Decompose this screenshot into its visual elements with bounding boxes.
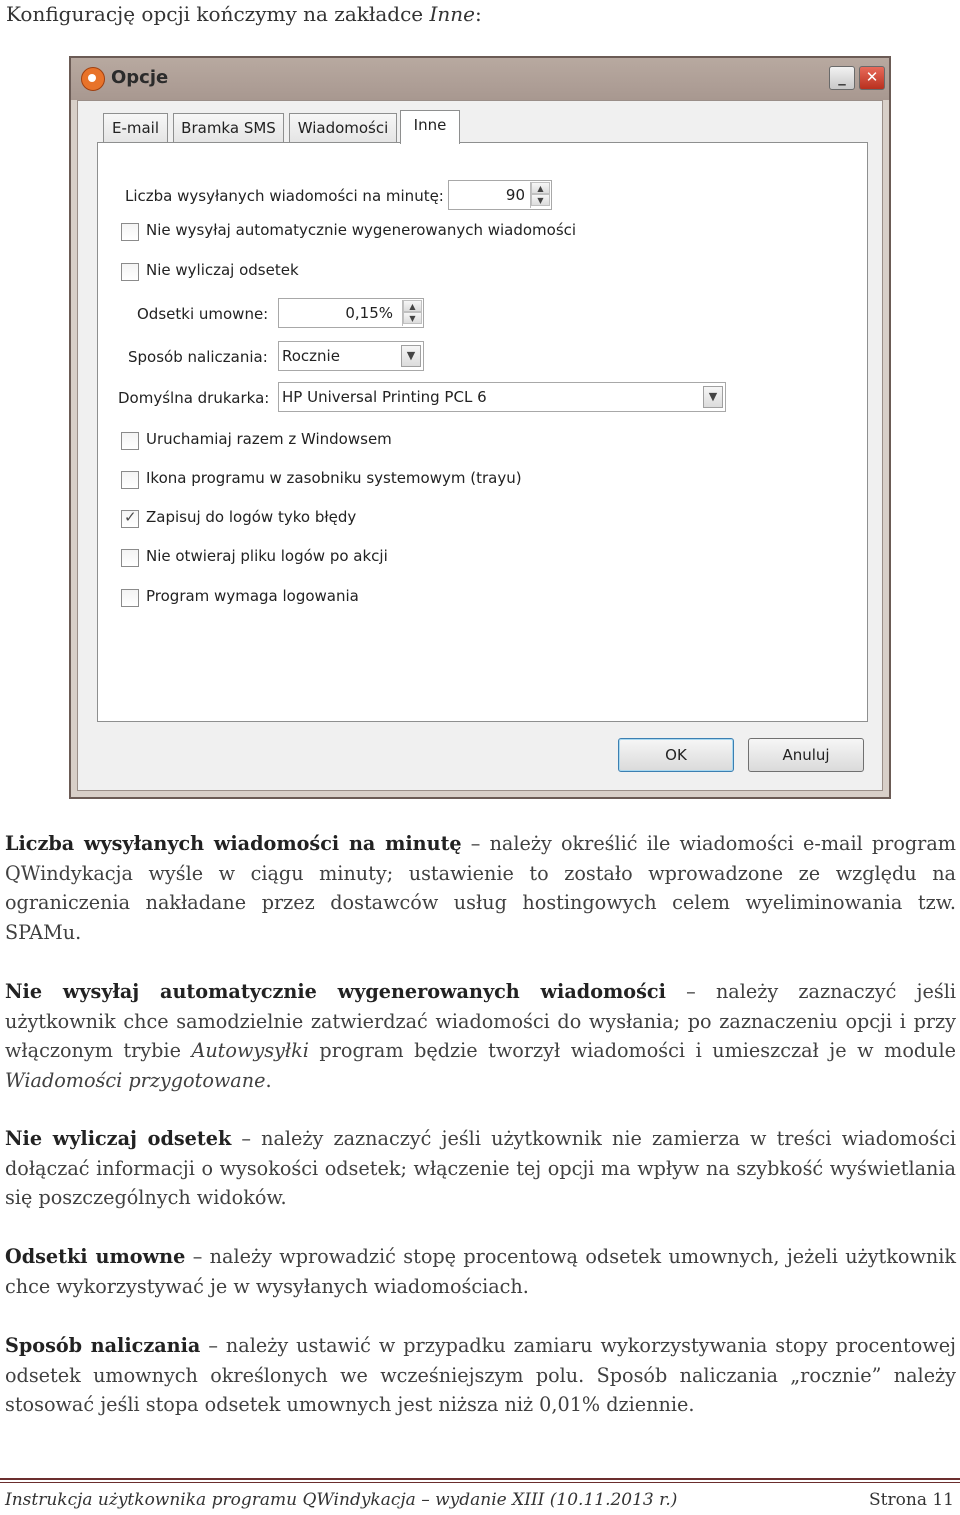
minimize-button[interactable]: _ [829,66,855,90]
no-interest-checkbox[interactable] [121,263,139,281]
spin-down-icon[interactable]: ▼ [531,194,550,206]
tab-email[interactable]: E-mail [103,113,168,143]
tab-messages[interactable]: Wiadomości [289,113,397,143]
footer-title: Instrukcja użytkownika programu QWindykacja – wydanie XIII (10.11.2013 r.) [5,1490,678,1510]
paragraph-messages-per-minute: Liczba wysyłanych wiadomości na minutę – należy określić ile wiadomości e-mail program QWindykacja wyśle w ciągu minuty; ustawienie to zostało wprowadzone ze względu na ograniczenia nakładane przez dostawców usług hostingowych celem wyeliminowania tzw. SPAMu. [5,832,956,944]
dialog-client [77,100,883,791]
paragraph-no-auto-send: Nie wysyłaj automatycznie wygenerowanych wiadomości – należy zaznaczyć jeśli użytkownik chce samodzielnie zatwierdzać wiadomości do wysłania; po zaznaczeniu opcji i przy włączonym trybie Autowysyłki program będzie tworzył wiadomości i umieszczał je w module Wiadomości przygotowane. [5,980,956,1092]
require-login-checkbox[interactable] [121,589,139,607]
ok-button[interactable]: OK [618,738,734,772]
spin-up-icon[interactable]: ▲ [531,182,550,194]
no-auto-send-label: Nie wysyłaj automatycznie wygenerowanych wiadomości [146,221,577,239]
chevron-down-icon[interactable]: ▼ [401,345,421,367]
app-icon [81,67,105,91]
spin-down-icon[interactable]: ▼ [403,312,422,324]
method-select[interactable]: Rocznie ▼ [278,341,424,371]
intro-text: Konfigurację opcji kończymy na zakładce Inne: [6,2,482,26]
tab-panel-other [97,142,868,722]
spin-up-icon[interactable]: ▲ [403,300,422,312]
require-login-label: Program wymaga logowania [146,587,359,605]
page-number: Strona 11 [869,1490,954,1510]
run-with-windows-checkbox[interactable] [121,432,139,450]
chevron-down-icon[interactable]: ▼ [703,386,723,408]
paragraph-no-interest: Nie wyliczaj odsetek – należy zaznaczyć jeśli użytkownik nie zamierza w treści wiadomości dołączać informacji o wysokości odsetek; włączenie tej opcji ma wpływ na szybkość wyświetlania się poszczególnych widoków. [5,1127,957,1209]
method-label: Sposób naliczania: [128,348,268,366]
window-title: Opcje [111,67,169,88]
interest-spinner[interactable] [402,300,422,326]
interest-input[interactable]: 0,15% ▲ ▼ [278,298,424,328]
tray-icon-label: Ikona programu w zasobniku systemowym (trayu) [146,469,522,487]
tab-other[interactable]: Inne [400,110,460,144]
title-bar [71,58,889,100]
paragraph-interest: Odsetki umowne – należy wprowadzić stopę procentową odsetek umownych, jeżeli użytkownik chce wykorzystywać je w wysyłanych wiadomościach. [5,1245,956,1298]
log-errors-only-checkbox[interactable] [121,510,139,528]
no-auto-send-checkbox[interactable] [121,223,139,241]
run-with-windows-label: Uruchamiaj razem z Windowsem [146,430,392,448]
log-errors-only-label: Zapisuj do logów tyko błędy [146,508,357,526]
printer-label: Domyślna drukarka: [118,389,270,407]
footer-rule [0,1478,960,1480]
interest-label: Odsetki umowne: [137,305,269,323]
options-dialog [69,56,891,799]
tab-sms-gateway[interactable]: Bramka SMS [173,113,284,143]
no-open-log-label: Nie otwieraj pliku logów po akcji [146,547,388,565]
close-button[interactable]: ✕ [859,66,885,90]
footer-rule-thin [0,1482,960,1483]
no-open-log-checkbox[interactable] [121,549,139,567]
printer-select[interactable]: HP Universal Printing PCL 6 ▼ [278,382,726,412]
intro-italic: Inne [429,2,475,26]
messages-per-minute-input[interactable]: 90 ▲ ▼ [448,180,552,210]
tray-icon-checkbox[interactable] [121,471,139,489]
messages-per-minute-label: Liczba wysyłanych wiadomości na minutę: [125,187,444,205]
paragraph-method: Sposób naliczania – należy ustawić w przypadku zamiaru wykorzystywania stopy procentowej odsetek umownych określonych we wcześniejszym polu. Sposób naliczania „rocznie” należy stosować jeśli stopa odsetek umownych jest niższa niż 0,01% dziennie. [5,1334,956,1416]
messages-per-minute-spinner[interactable] [530,182,550,208]
no-interest-label: Nie wyliczaj odsetek [146,261,299,279]
cancel-button[interactable]: Anuluj [748,738,864,772]
